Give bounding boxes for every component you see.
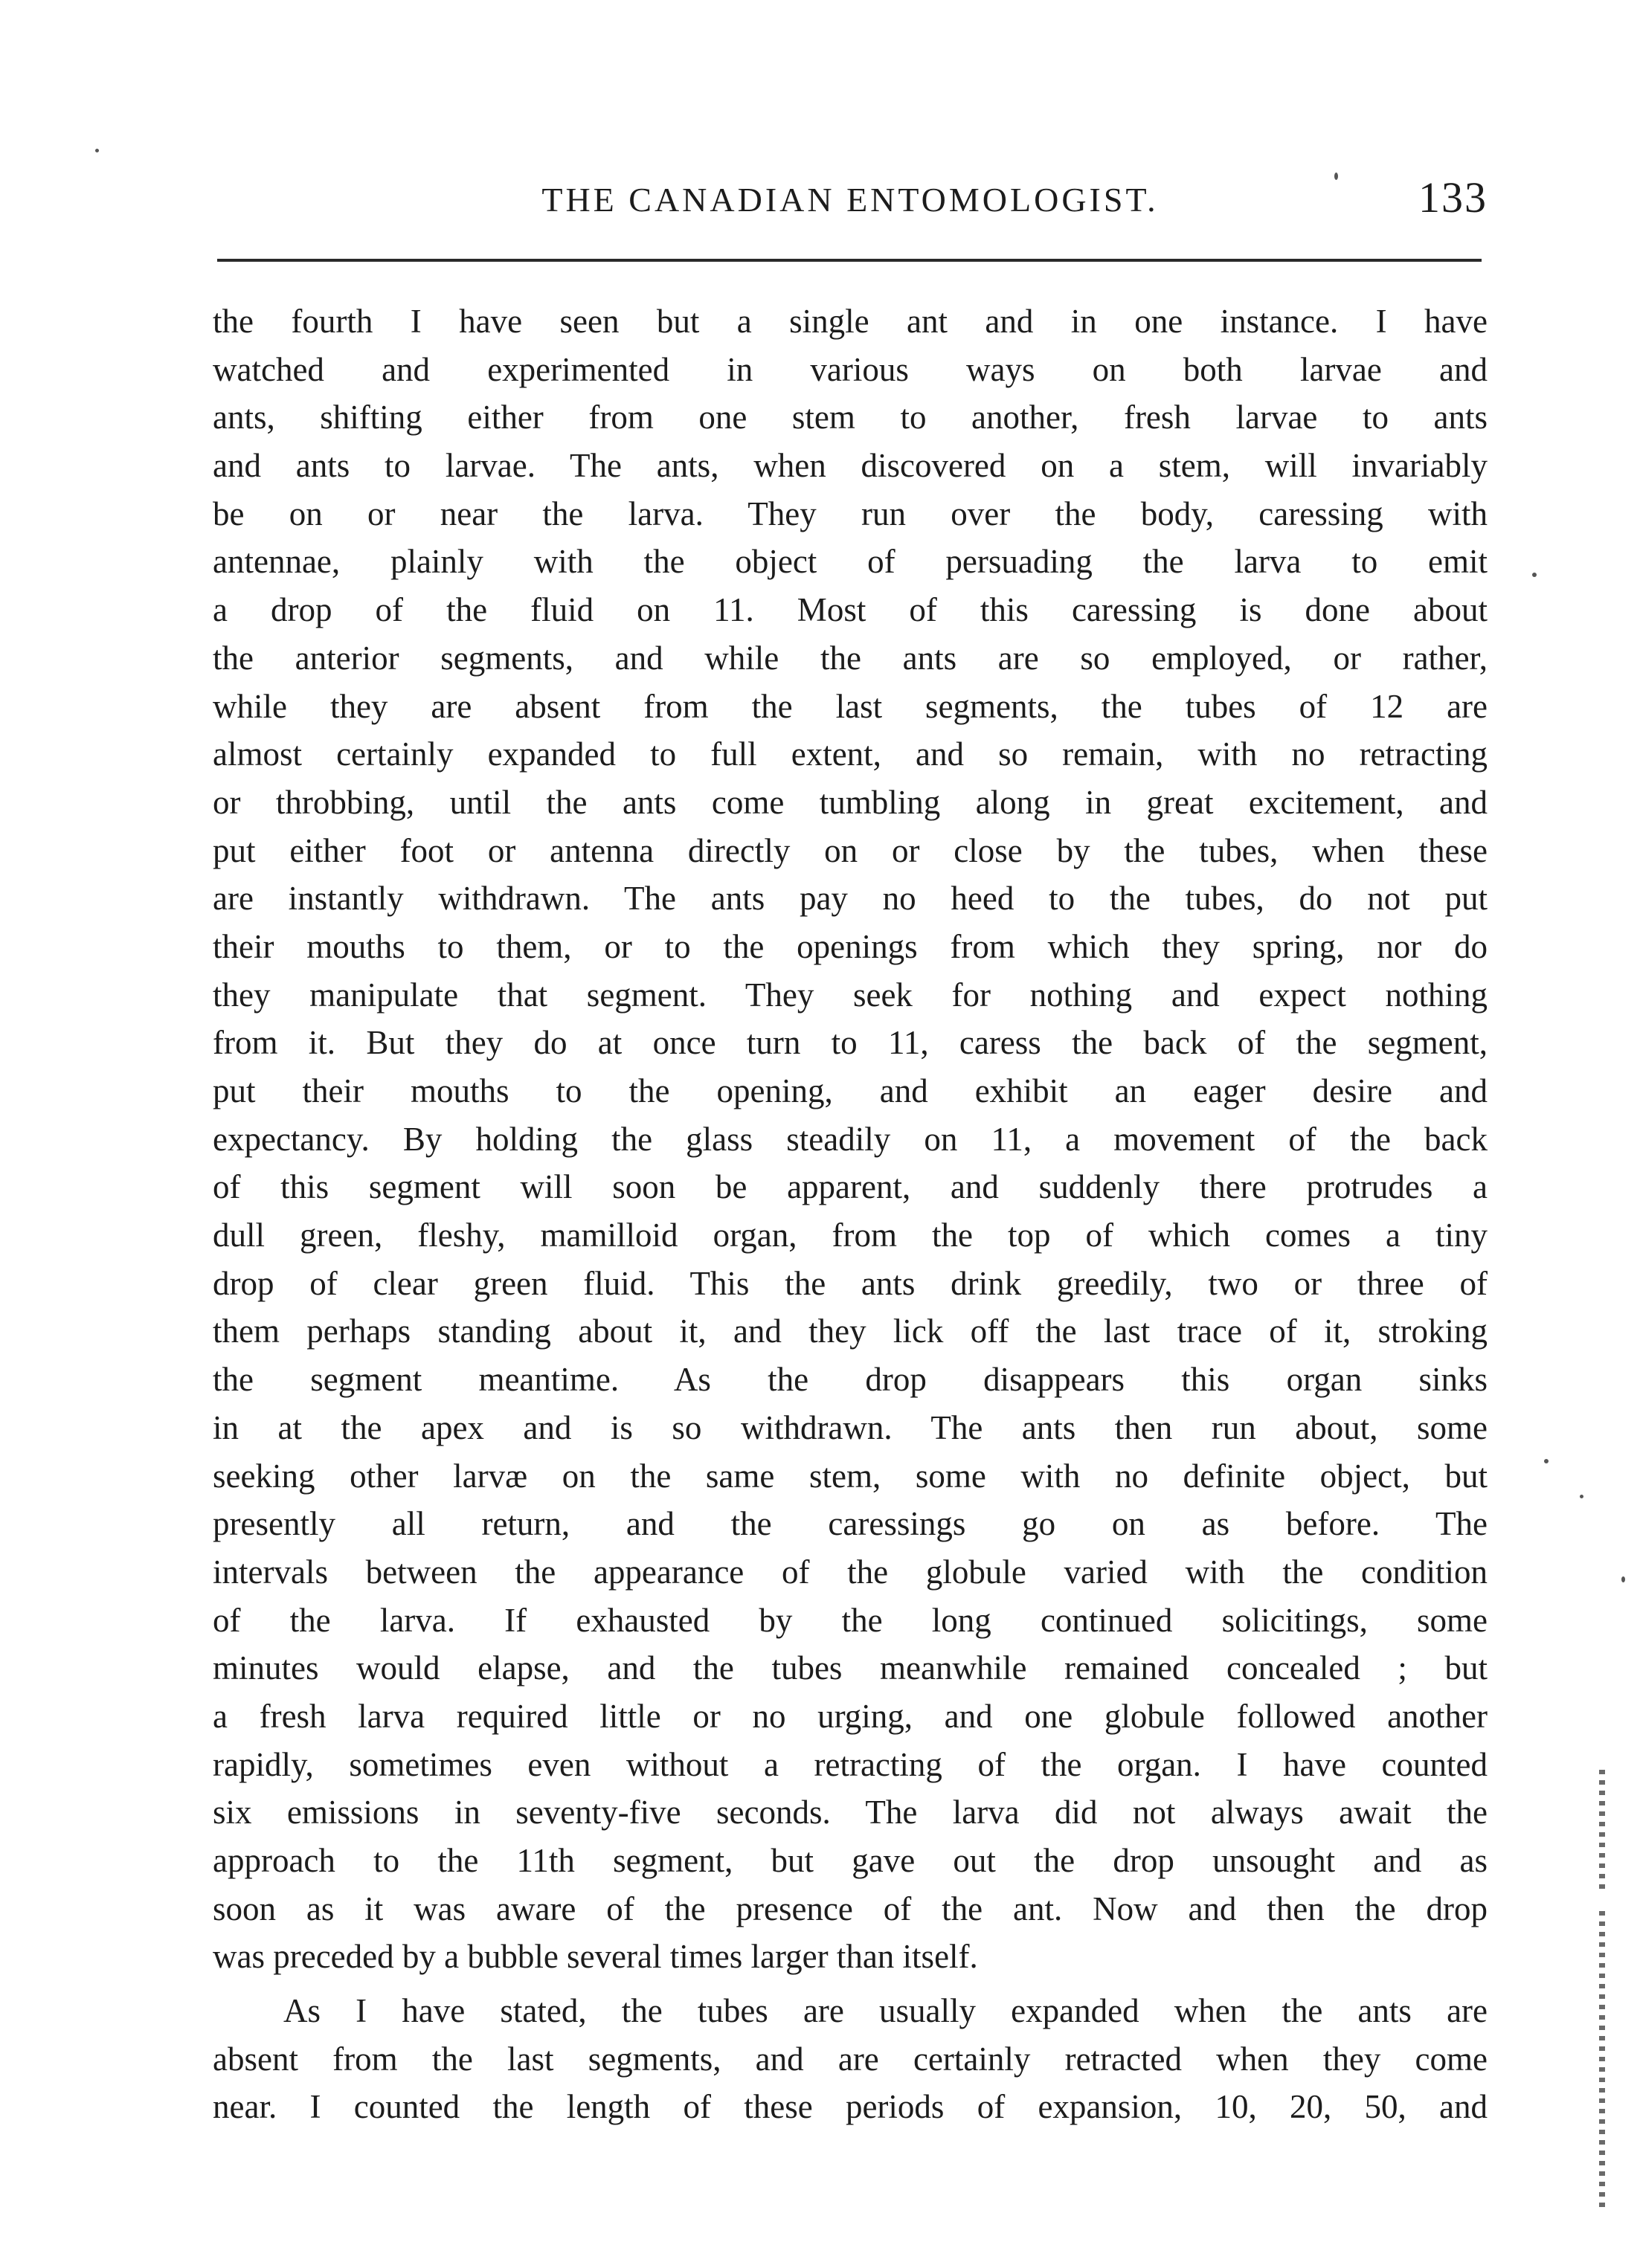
text-line: of this segment will soon be apparent, and suddenly there protrudes a bbox=[213, 1168, 1488, 1206]
text-line: dull green, fleshy, mamilloid organ, from the top of which comes a tiny bbox=[213, 1217, 1488, 1254]
text-line: minutes would elapse, and the tubes meanwhile remained concealed ; but bbox=[213, 1649, 1488, 1687]
scan-speck bbox=[1621, 1576, 1625, 1582]
paragraph-gap bbox=[213, 1981, 1488, 1987]
text-line: be on or near the larva. They run over the body, caressing with bbox=[213, 494, 1488, 532]
text-line: presently all return, and the caressings go on as before. The bbox=[213, 1505, 1488, 1543]
text-line: a fresh larva required little or no urging, and one globule followed another bbox=[213, 1697, 1488, 1735]
text-line: the anterior segments, and while the ants are so employed, or rather, bbox=[213, 639, 1488, 677]
text-line: almost certainly expanded to full extent, and so remain, with no retracting bbox=[213, 735, 1488, 773]
text-line: six emissions in seventy-five seconds. The larva did not always await the bbox=[213, 1794, 1488, 1832]
paragraph bbox=[213, 297, 1488, 1981]
scan-edge-noise bbox=[1599, 1911, 1605, 2209]
text-line: rapidly, sometimes even without a retracting of the organ. I have counted bbox=[213, 1745, 1488, 1783]
text-line: expectancy. By holding the glass steadily on 11, a movement of the back bbox=[213, 1120, 1488, 1158]
running-header bbox=[213, 173, 1488, 232]
text-line: a drop of the fluid on 11. Most of this caressing is done about bbox=[213, 591, 1488, 629]
scan-edge-noise bbox=[1599, 1770, 1605, 1889]
text-line: near. I counted the length of these periods of expansion, 10, 20, 50, and bbox=[213, 2088, 1488, 2126]
text-line: antennae, plainly with the object of persuading the larva to emit bbox=[213, 543, 1488, 581]
text-line: or throbbing, until the ants come tumbling along in great excitement, and bbox=[213, 783, 1488, 821]
text-line: the fourth I have seen but a single ant and in one instance. I have bbox=[213, 303, 1488, 340]
scan-speck bbox=[1580, 1495, 1583, 1498]
text-line: intervals between the appearance of the globule varied with the condition bbox=[213, 1553, 1488, 1591]
body-text bbox=[213, 297, 1488, 2131]
text-line: them perhaps standing about it, and they lick off the last trace of it, stroking bbox=[213, 1312, 1488, 1350]
text-line: their mouths to them, or to the openings from which they spring, nor do bbox=[213, 927, 1488, 965]
text-line: soon as it was aware of the presence of the ant. Now and then the drop bbox=[213, 1890, 1488, 1927]
text-line: are instantly withdrawn. The ants pay no heed to the tubes, do not put bbox=[213, 880, 1488, 918]
text-line: watched and experimented in various ways on both larvae and bbox=[213, 350, 1488, 388]
scan-speck bbox=[95, 149, 99, 152]
text-line: put their mouths to the opening, and exhibit an eager desire and bbox=[213, 1072, 1488, 1109]
text-line: they manipulate that segment. They seek for nothing and expect nothing bbox=[213, 976, 1488, 1014]
journal-title: THE CANADIAN ENTOMOLOGIST. bbox=[541, 181, 1159, 219]
scan-speck bbox=[1532, 573, 1537, 577]
text-line: approach to the 11th segment, but gave out the drop unsought and as bbox=[213, 1842, 1488, 1879]
text-line: while they are absent from the last segments, the tubes of 12 are bbox=[213, 687, 1488, 725]
text-line: absent from the last segments, and are certainly retracted when they come bbox=[213, 2040, 1488, 2078]
text-line: and ants to larvae. The ants, when discovered on a stem, will invariably bbox=[213, 447, 1488, 485]
scan-speck bbox=[1544, 1459, 1549, 1463]
text-line: the segment meantime. As the drop disappears this organ sinks bbox=[213, 1361, 1488, 1399]
header-rule bbox=[217, 259, 1482, 262]
text-line: in at the apex and is so withdrawn. The ants then run about, some bbox=[213, 1408, 1488, 1446]
text-line: was preceded by a bubble several times larger than itself. bbox=[213, 1938, 978, 1976]
text-line: drop of clear green fluid. This the ants drink greedily, two or three of bbox=[213, 1264, 1488, 1302]
paragraph bbox=[213, 1987, 1488, 2131]
text-line: seeking other larvæ on the same stem, some with no definite object, but bbox=[213, 1457, 1488, 1495]
text-line: put either foot or antenna directly on or close by the tubes, when these bbox=[213, 831, 1488, 869]
scan-speck bbox=[1334, 173, 1338, 180]
page-number: 133 bbox=[1418, 173, 1488, 222]
text-line: from it. But they do at once turn to 11, caress the back of the segment, bbox=[213, 1024, 1488, 1062]
text-line: ants, shifting either from one stem to another, fresh larvae to ants bbox=[213, 399, 1488, 436]
text-line: As I have stated, the tubes are usually expanded when the ants are bbox=[283, 1992, 1488, 2030]
text-line: of the larva. If exhausted by the long continued solicitings, some bbox=[213, 1601, 1488, 1639]
